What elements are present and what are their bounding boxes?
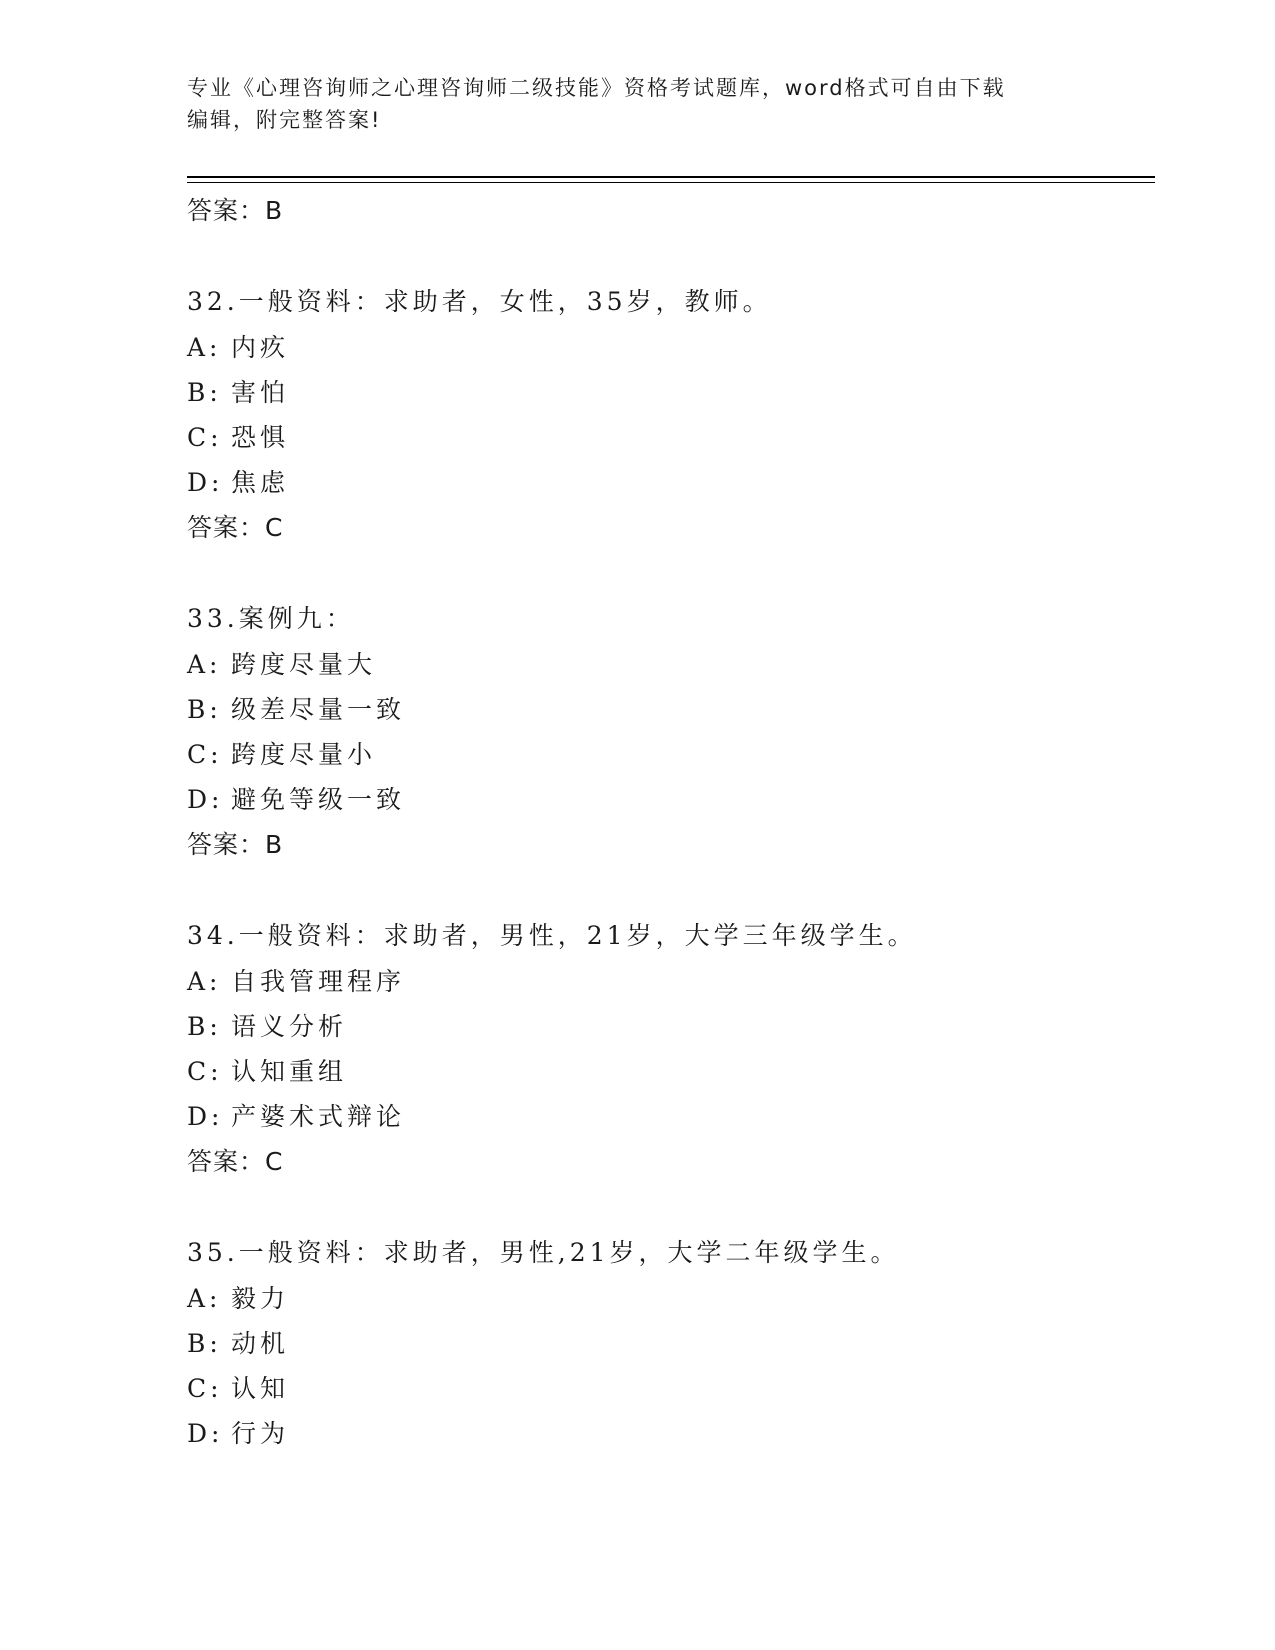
option-key: C:: [187, 1374, 223, 1403]
answer-line: 答案：B: [187, 830, 284, 859]
option-d: [187, 460, 1155, 505]
option-key: C:: [187, 423, 223, 452]
question-block: [187, 913, 1155, 1184]
answer-line: 答案：C: [187, 1147, 284, 1176]
question-stem: 33.案例九：: [187, 604, 355, 633]
option-text: 认知重组: [231, 1057, 348, 1086]
option-text: 跨度尽量大: [231, 650, 377, 679]
option-c: [187, 1049, 1155, 1094]
question-block: [187, 596, 1155, 867]
option-text: 害怕: [231, 378, 290, 407]
option-c: [187, 415, 1155, 460]
option-text: 动机: [231, 1329, 290, 1358]
option-text: 行为: [231, 1419, 290, 1448]
header-rule-thin: [187, 182, 1155, 183]
option-text: 毅力: [231, 1284, 290, 1313]
option-text: 认知: [231, 1374, 290, 1403]
option-text: 恐惧: [231, 423, 290, 452]
document-header: [187, 72, 1087, 136]
option-key: D:: [187, 1102, 224, 1131]
option-b: [187, 1004, 1155, 1049]
option-d: [187, 1411, 1155, 1456]
option-a: [187, 1276, 1155, 1321]
question-list: [187, 188, 1155, 1456]
option-key: B:: [187, 1012, 222, 1041]
option-key: D:: [187, 785, 224, 814]
option-text: 语义分析: [231, 1012, 348, 1041]
option-key: D:: [187, 468, 224, 497]
header-rule-thick: [187, 176, 1155, 178]
option-c: [187, 732, 1155, 777]
question-stem: 34.一般资料：求助者，男性，21岁，大学三年级学生。: [187, 921, 917, 950]
option-a: [187, 959, 1155, 1004]
header-line-1: 专业《心理咨询师之心理咨询师二级技能》资格考试题库，word格式可自由下载: [187, 76, 1006, 100]
option-key: C:: [187, 1057, 223, 1086]
option-key: A:: [187, 333, 222, 362]
option-a: [187, 325, 1155, 370]
question-stem: 35.一般资料：求助者，男性,21岁，大学二年级学生。: [187, 1238, 900, 1267]
option-d: [187, 1094, 1155, 1139]
option-key: C:: [187, 740, 223, 769]
question-block: [187, 1230, 1155, 1456]
option-b: [187, 370, 1155, 415]
question-stem: 32.一般资料：求助者，女性，35岁，教师。: [187, 287, 772, 316]
option-text: 焦虑: [231, 468, 290, 497]
option-key: B:: [187, 378, 222, 407]
header-line-2: 编辑，附完整答案!: [187, 108, 382, 132]
option-text: 避免等级一致: [231, 785, 406, 814]
option-text: 产婆术式辩论: [231, 1102, 406, 1131]
option-key: B:: [187, 695, 222, 724]
option-b: [187, 1321, 1155, 1366]
option-text: 内疚: [231, 333, 290, 362]
option-d: [187, 777, 1155, 822]
option-key: A:: [187, 967, 222, 996]
answer-line: 答案：C: [187, 513, 284, 542]
option-a: [187, 642, 1155, 687]
option-c: [187, 1366, 1155, 1411]
option-key: A:: [187, 1284, 222, 1313]
option-key: A:: [187, 650, 222, 679]
option-text: 跨度尽量小: [231, 740, 377, 769]
previous-answer: 答案：B: [187, 196, 284, 225]
option-text: 级差尽量一致: [231, 695, 406, 724]
option-b: [187, 687, 1155, 732]
option-text: 自我管理程序: [231, 967, 406, 996]
option-key: D:: [187, 1419, 224, 1448]
option-key: B:: [187, 1329, 222, 1358]
question-block: [187, 279, 1155, 550]
